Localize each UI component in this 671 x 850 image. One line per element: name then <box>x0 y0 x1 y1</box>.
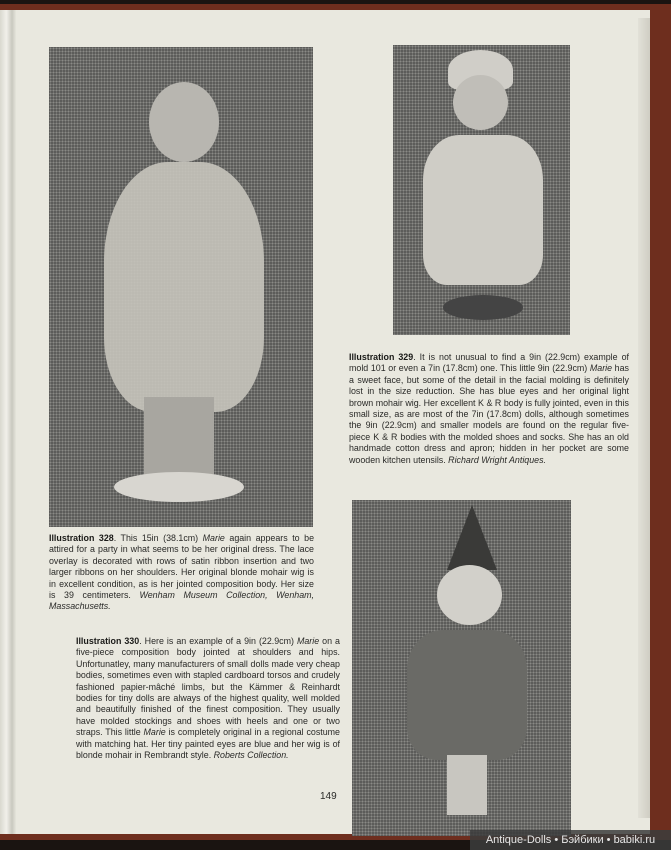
page-number: 149 <box>320 791 337 802</box>
doll-stand <box>443 295 523 320</box>
doll-head <box>453 75 508 130</box>
doll-legs <box>447 755 487 815</box>
doll-costume <box>407 630 527 760</box>
doll-head <box>437 565 502 625</box>
caption-label: Illustration 328 <box>49 533 114 543</box>
caption-credit: Roberts Collection. <box>213 750 289 761</box>
page-spine-edge <box>0 10 16 834</box>
caption-credit: Wenham Museum Collection, Wenham, Massachusetts. <box>49 590 314 612</box>
illustration-329-photo <box>393 45 570 335</box>
illustration-328-photo <box>49 47 313 527</box>
doll-dress <box>423 135 543 285</box>
doll-stand <box>114 472 244 502</box>
caption-illustration-328: Illustration 328. This 15in (38.1cm) Marie again appears to be attired for a party in what seems to be her original dress. The lace overlay is decorated with rows of satin ribbon insertion and two larger ribbons on her shoulders. Her original blonde mohair wig is in excellent condition, as is her jointed composition body. Her size is 39 centimeters. Wenham Museum Collection, Wenham, Massachusetts. <box>49 533 314 612</box>
caption-illustration-330: Illustration 330. Here is an example of a 9in (22.9cm) Marie on a five-piece composition body jointed at shoulders and hips. Unfortunatley, many manufacturers of small dolls made very cheap bodies, sometimes even with stapled cardboard torsos and crudely fashioned papier-mâché limbs, but the Kämmer & Reinhardt bodies for tiny dolls are always of the highest quality, well molded and beautifully finished of the finest composition. They usually have molded stockings and shoes with heels and one or two straps. This little Marie is completely original in a regional costume with matching hat. Her tiny painted eyes are blue and her wig is of blonde mohair in Rembrandt style. Roberts Collection. <box>76 636 340 761</box>
doll-pointed-hat <box>447 505 497 570</box>
illustration-330-photo <box>352 500 571 836</box>
doll-legs <box>144 397 214 477</box>
caption-label: Illustration 329 <box>349 352 414 362</box>
doll-dress <box>104 162 264 412</box>
doll-head <box>149 82 219 162</box>
watermark: Antique-Dolls • Бэйбики • babiki.ru <box>470 830 671 850</box>
caption-label: Illustration 330 <box>76 636 140 646</box>
caption-illustration-329: Illustration 329. It is not unusual to find a 9in (22.9cm) example of mold 101 or even a 7in (17.8cm) one. This little 9in (22.9cm) Marie has a sweet face, but some of the detail in the facial molding is definitely lost in the size reduction. She has blue eyes and her original light brown mohair wig. Her excellent K & R body is fully jointed, even in this small size, as are most of the 7in (17.8cm) dolls, although sometimes the 9in (22.9cm) and smaller models are found on the regular five-piece K & R bodies with the molded shoes and socks. She has an old handmade cotton dress and apron; hidden in her pocket are some wooden kitchen utensils. Richard Wright Antiques. <box>349 352 629 465</box>
caption-credit: Richard Wright Antiques. <box>448 454 546 465</box>
page-right-edge <box>638 18 650 818</box>
